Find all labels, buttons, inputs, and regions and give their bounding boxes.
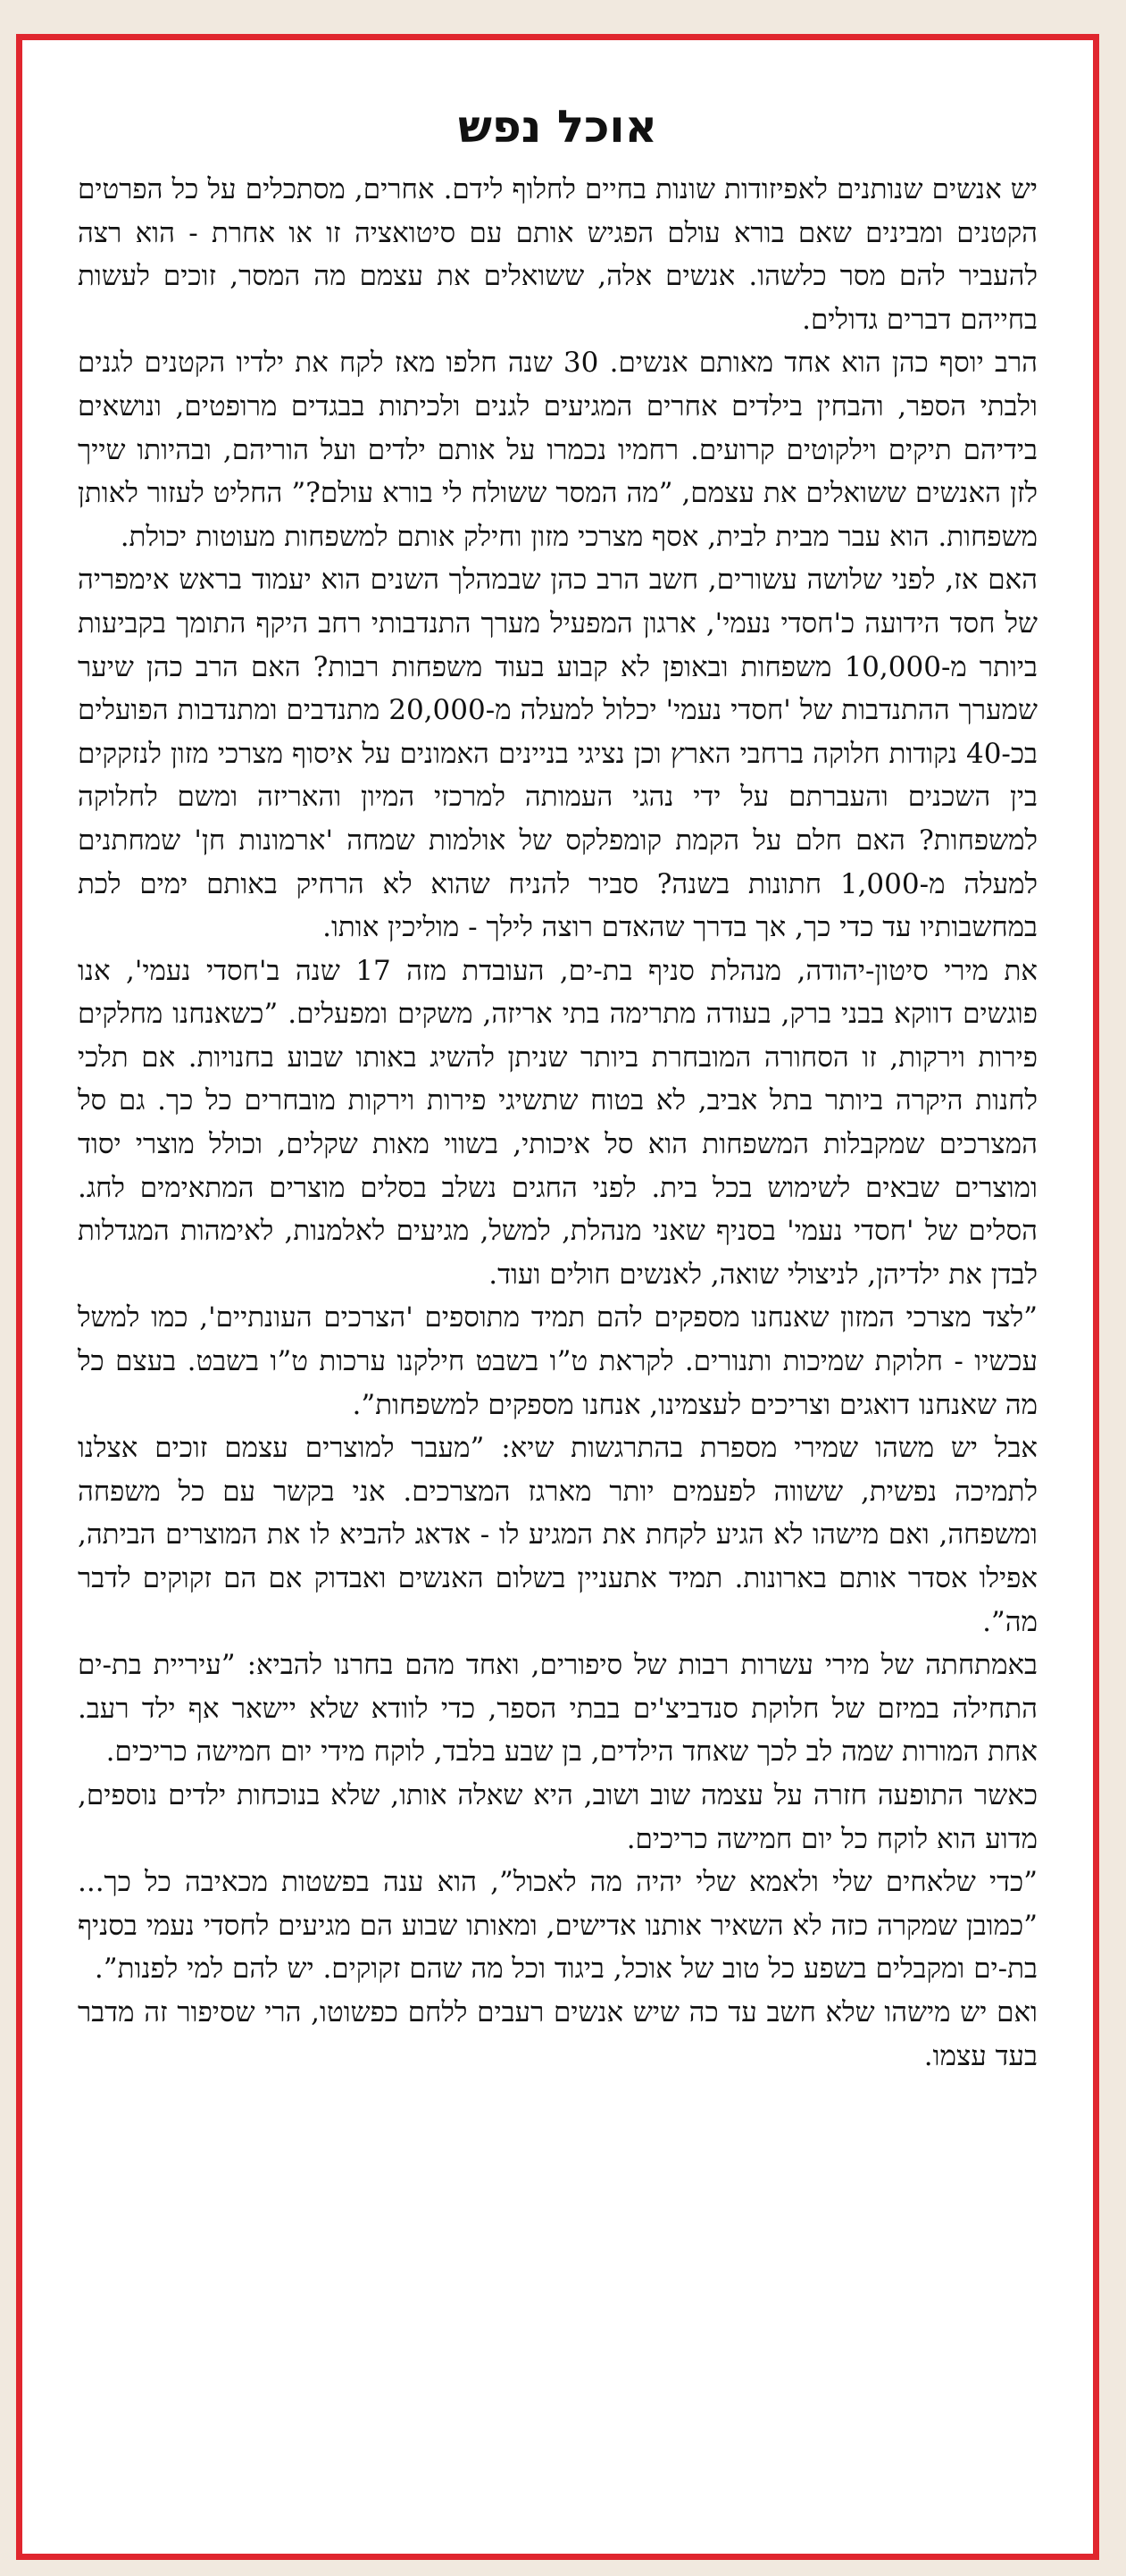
article-content [78,103,1038,2078]
article-paragraph: ”לצד מצרכי המזון שאנחנו מספקים להם תמיד מתוספים 'הצרכים העונתיים', כמו למשל עכשיו - חלוקת שמיכות ותנורים. לקראת ט”ו בשבט חילקנו ערכות ט”ו בשבט. בעצם כל מה שאנחנו דואגים וצריכים לעצמינו, אנחנו מספקים למשפחות”. [78,1301,1038,1421]
article-paragraph: אבל יש משהו שמירי מספרת בהתרגשות שיא: ”מעבר למוצרים עצמם זוכים אצלנו לתמיכה נפשית, ששווה לפעמים יותר מארגז המצרכים. אני בקשר עם כל משפחה ומשפחה, ואם מישהו לא הגיע לקחת את המגיע לו - אדאג להביא לו את המוצרים הביתה, אפילו אסדר אותם בארונות. תמיד אתעניין בשלום האנשים ואבדוק אם הם זקוקים לדבר מה”. [78,1432,1038,1638]
article-paragraph: האם אז, לפני שלושה עשורים, חשב הרב כהן שבמהלך השנים הוא יעמוד בראש אימפריה של חסד הידועה כ'חסדי נעמי', ארגון המפעיל מערך התנדבותי רחב היקף התומך בקביעות ביותר מ-10,000 משפחות ובאופן לא קבוע בעוד משפחות רבות? האם הרב כהן שיער שמערך ההתנדבות של 'חסדי נעמי' יכלול למעלה מ-20,000 מתנדבים ומתנדבות הפועלים בכ-40 נקודות חלוקה ברחבי הארץ וכן נציגי בניינים האמונים על איסוף מצרכי מזון לנזקקים בין השכנים והעברתם על ידי נהגי העמותה למרכזי המיון והאריזה ומשם לחלוקה למשפחות? האם חלם על הקמת קומפלקס של אולמות שמחה 'ארמונות חן' שמחתנים למעלה מ-1,000 חתונות בשנה? סביר להניח שהוא לא הרחיק באותם ימים לכת במחשבותיו עד כדי כך, אך בדרך שהאדם רוצה לילך - מוליכין אותו. [78,564,1038,944]
article-paragraph: הרב יוסף כהן הוא אחד מאותם אנשים. 30 שנה חלפו מאז לקח את ילדיו הקטנים לגנים ולבתי הספר, והבחין בילדים אחרים המגיעים לגנים ולכיתות בבגדים מרופטים, ונושאים בידיהם תיקים וילקוטים קרועים. רחמיו נכמרו על אותם ילדים ועל הוריהם, ובהיותו שייך לזן האנשים ששואלים את עצמם, ”מה המסר ששולח לי בורא עולם?” החליט לעזור לאותן משפחות. הוא עבר מבית לבית, אסף מצרכי מזון וחילק אותם למשפחות מעוטות יכולת. [78,347,1038,553]
article-title: אוכל נפש [458,101,657,153]
article-paragraph: יש אנשים שנותנים לאפיזודות שונות בחיים לחלוף לידם. אחרים, מסתכלים על כל הפרטים הקטנים ומבינים שאם בורא עולם הפגיש אותם עם סיטואציה זו או אחרת - הוא רצה להעביר להם מסר כלשהו. אנשים אלה, ששואלים את עצמם מה המסר, זוכים לעשות בחייהם דברים גדולים. [78,173,1038,336]
article-frame [16,34,1099,2560]
article-paragraph: באמתחתה של מירי עשרות רבות של סיפורים, ואחד מהם בחרנו להביא: ”עיריית בת-ים התחילה במיזם של חלוקת סנדביצ'ים בבתי הספר, כדי לוודא שלא יישאר אף ילד רעב. אחת המורות שמה לב לכך שאחד הילדים, בן שבע בלבד, לוקח מידי יום חמישה כריכים. [78,1649,1038,1769]
article-paragraph: ”כדי שלאחים שלי ולאמא שלי יהיה מה לאכול”, הוא ענה בפשטות מכאיבה כל כך... ”כמובן שמקרה כזה לא השאיר אותנו אדישים, ומאותו שבוע הם מגיעים לחסדי נעמי בסניף בת-ים ומקבלים בשפע כל טוב של אוכל, ביגוד וכל מה שהם זקוקים. יש להם למי לפנות”. [78,1866,1038,1986]
article-paragraph: ואם יש מישהו שלא חשב עד כה שיש אנשים רעבים ללחם כפשוטו, הרי שסיפור זה מדבר בעד עצמו. [78,1995,1038,2072]
article-paragraph: את מירי סיטון-יהודה, מנהלת סניף בת-ים, העובדת מזה 17 שנה ב'חסדי נעמי', אנו פוגשים דווקא בבני ברק, בעודה מתרימה בתי אריזה, משקים ומפעלים. ”כשאנחנו מחלקים פירות וירקות, זו הסחורה המובחרת ביותר שניתן להשיג באותו שבוע בחנויות. אם תלכי לחנות היקרה ביותר בתל אביב, לא בטוח שתשיגי פירות וירקות מובחרים כל כך. גם סל המצרכים שמקבלות המשפחות הוא סל איכותי, בשווי מאות שקלים, וכולל מוצרי יסוד ומוצרים שבאים לשימוש בכל בית. לפני החגים נשלב בסלים מוצרים המתאימים לחג. הסלים של 'חסדי נעמי' בסניף שאני מנהלת, למשל, מגיעים לאלמנות, לאימהות המגדלות לבדן את ילדיהן, לניצולי שואה, לאנשים חולים ועוד. [78,954,1038,1291]
article-paragraph: כאשר התופעה חזרה על עצמה שוב ושוב, היא שאלה אותו, שלא בנוכחות ילדים נוספים, מדוע הוא לוקח כל יום חמישה כריכים. [78,1778,1038,1855]
